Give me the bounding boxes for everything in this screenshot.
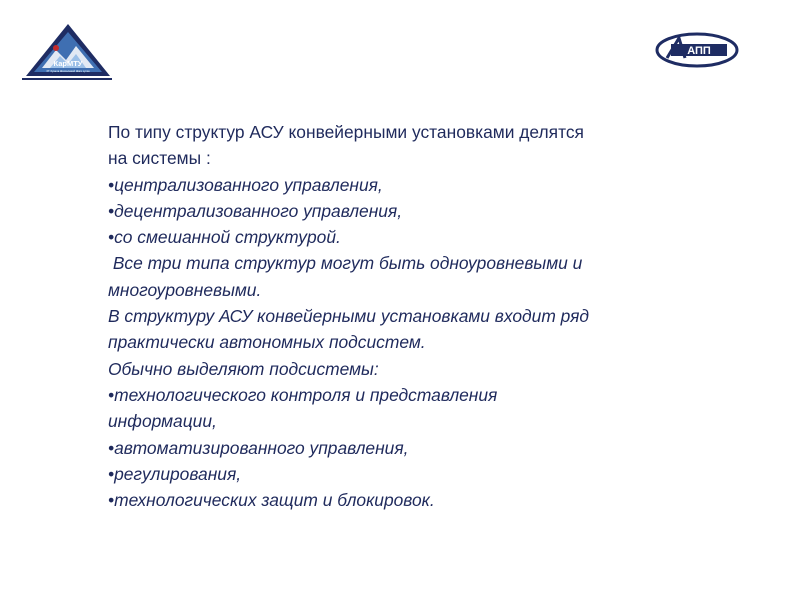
karmtu-logo-tagline: ХТ Хуннла Шахзалюкей Шаги хулян [46, 70, 90, 73]
subsystem-item: •автоматизированного управления, [108, 437, 409, 458]
karmtu-logo-emblem [22, 22, 114, 78]
karmtu-logo [22, 22, 114, 84]
note-line: Обычно выделяют подсистемы: [108, 358, 379, 379]
app-logo [655, 32, 739, 68]
system-type-item: •децентрализованного управления, [108, 200, 403, 221]
intro-line: на системы : [108, 148, 211, 169]
subsystem-item: информации, [108, 411, 217, 432]
logo-divider [22, 78, 112, 80]
note-line: многоуровневыми. [108, 279, 262, 300]
app-logo-name: АПП [687, 45, 711, 57]
subsystem-item: •регулирования, [108, 463, 242, 484]
note-line: Все три типа структур могут быть одноуровневыми и [108, 253, 583, 274]
karmtu-logo-name: КарМТУ [53, 59, 83, 68]
subsystem-item: •технологического контроля и представления [108, 384, 498, 405]
note-line: практически автономных подсистем. [108, 332, 426, 353]
app-logo-emblem [655, 32, 739, 68]
note-line: В структуру АСУ конвейерными установками входит ряд [108, 306, 590, 327]
system-type-item: •со смешанной структурой. [108, 227, 341, 248]
system-type-item: •централизованного управления, [108, 174, 383, 195]
intro-line: По типу структур АСУ конвейерными установками делятся [108, 122, 584, 142]
subsystem-item: •технологических защит и блокировок. [108, 490, 435, 511]
slide-text [108, 119, 748, 513]
